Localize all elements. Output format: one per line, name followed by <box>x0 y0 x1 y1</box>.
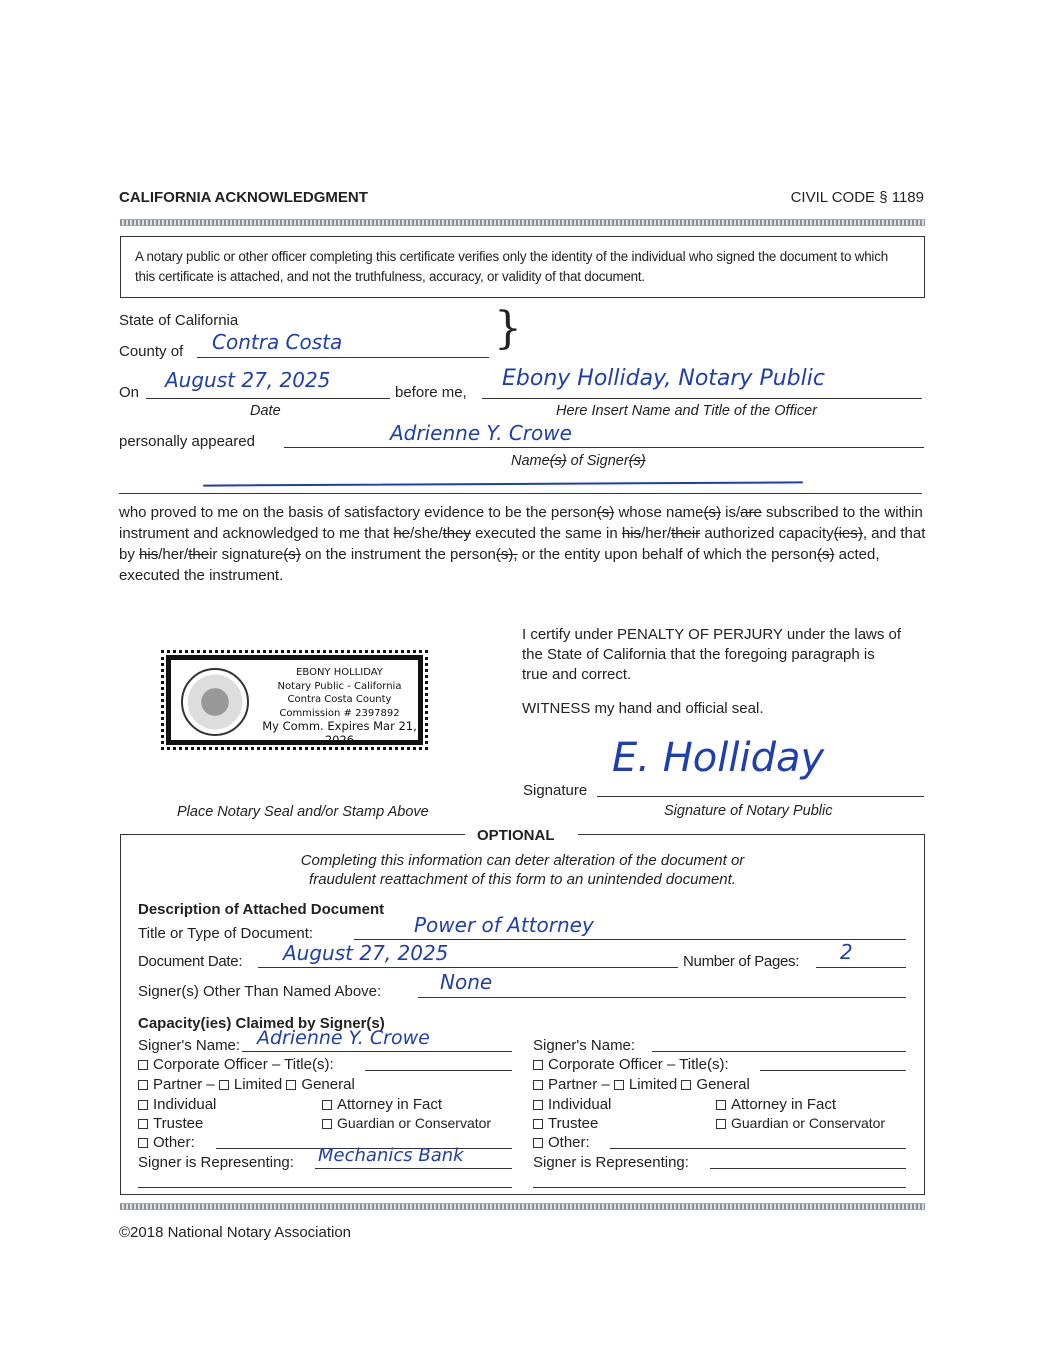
checkbox[interactable] <box>614 1080 624 1090</box>
right-corporate-officer[interactable]: Corporate Officer – Title(s): <box>533 1056 729 1073</box>
left-representing-value[interactable]: Mechanics Bank <box>318 1145 464 1166</box>
left-title-line <box>365 1070 512 1071</box>
signature-caption: Signature of Notary Public <box>664 803 833 819</box>
left-representing-label: Signer is Representing: <box>138 1154 294 1171</box>
witness-text: WITNESS my hand and official seal. <box>522 700 764 717</box>
acknowledgment-paragraph: who proved to me on the basis of satisfactory evidence to be the person(s) whose name(s) is/are subscribed to the within instrument and acknowledged to me that he/she/they executed the same in his/her/their authorized capacity(ies), and that by his/her/their signature(s) on the instrument the person(s), or the entity upon behalf of which the person(s) acted, executed the instrument. <box>119 504 926 584</box>
checkbox[interactable] <box>716 1119 726 1129</box>
right-other[interactable]: Other: <box>533 1134 590 1151</box>
right-individual[interactable]: Individual <box>533 1096 611 1113</box>
left-signer-name-line <box>242 1051 512 1052</box>
certify-text: I certify under PENALTY OF PERJURY under the laws of the State of California that the foregoing paragraph is true and correct. <box>522 626 902 683</box>
right-representing-label: Signer is Representing: <box>533 1154 689 1171</box>
checkbox[interactable] <box>138 1080 148 1090</box>
date-line <box>146 398 390 399</box>
notice-box: A notary public or other officer completing this certificate verifies only the identity of the individual who signed the document to which this certificate is attached, and not the truthfulness, accuracy, or validity of that document. <box>120 236 925 298</box>
optional-intro-2: fraudulent reattachment of this form to an unintended document. <box>309 871 736 888</box>
checkbox[interactable] <box>322 1100 332 1110</box>
other-signers-line <box>418 997 906 998</box>
checkbox[interactable] <box>533 1060 543 1070</box>
brace: } <box>494 303 522 354</box>
left-individual[interactable]: Individual <box>138 1096 216 1113</box>
extra-signer-line <box>119 493 922 494</box>
title-line <box>354 939 906 940</box>
right-representing-line[interactable] <box>710 1168 906 1169</box>
right-partner[interactable]: Partner – Limited General <box>533 1076 750 1093</box>
other-signers-label: Signer(s) Other Than Named Above: <box>138 983 382 1000</box>
pages-line <box>816 967 906 968</box>
date-caption: Date <box>250 403 281 419</box>
left-corporate-officer[interactable]: Corporate Officer – Title(s): <box>138 1056 334 1073</box>
checkbox[interactable] <box>138 1100 148 1110</box>
left-other[interactable]: Other: <box>138 1134 195 1151</box>
state-label: State of California <box>119 312 239 329</box>
decorative-border-bottom <box>120 1203 925 1210</box>
signer-caption: Name(s) of Signer(s) <box>511 453 646 469</box>
right-attorney[interactable]: Attorney in Fact <box>716 1096 836 1113</box>
officer-caption: Here Insert Name and Title of the Officer <box>556 403 817 419</box>
civil-code: CIVIL CODE § 1189 <box>790 189 924 206</box>
optional-heading: OPTIONAL <box>477 827 555 844</box>
checkbox[interactable] <box>681 1080 691 1090</box>
right-extra-line <box>533 1187 906 1188</box>
document-title-value[interactable]: Power of Attorney <box>414 913 594 937</box>
county-label: County of <box>119 343 184 360</box>
county-line <box>197 357 489 358</box>
decorative-border <box>120 219 925 226</box>
checkbox[interactable] <box>533 1080 543 1090</box>
right-title-line[interactable] <box>760 1070 906 1071</box>
stamp-name: EBONY HOLLIDAY <box>296 667 383 678</box>
checkbox[interactable] <box>286 1080 296 1090</box>
optional-rule-right <box>578 834 925 835</box>
left-partner[interactable]: Partner – Limited General <box>138 1076 355 1093</box>
state-seal-icon <box>181 668 249 736</box>
signature-line <box>597 796 924 797</box>
checkbox[interactable] <box>533 1119 543 1129</box>
left-attorney[interactable]: Attorney in Fact <box>322 1096 442 1113</box>
signer-line <box>284 447 924 448</box>
optional-intro-1: Completing this information can deter alteration of the document or <box>300 852 745 869</box>
date-value[interactable]: August 27, 2025 <box>165 368 331 392</box>
officer-line <box>482 398 922 399</box>
left-extra-line <box>138 1187 512 1188</box>
stamp-caption: Place Notary Seal and/or Stamp Above <box>177 804 429 820</box>
right-signer-name-label: Signer's Name: <box>533 1037 636 1054</box>
checkbox[interactable] <box>138 1119 148 1129</box>
signature-label: Signature <box>523 782 588 799</box>
optional-rule-left <box>120 834 465 835</box>
left-signer-name-value[interactable]: Adrienne Y. Crowe <box>257 1027 430 1049</box>
county-value[interactable]: Contra Costa <box>212 330 343 354</box>
notary-stamp <box>166 655 423 745</box>
strike-line <box>203 481 803 486</box>
notary-signature[interactable]: E. Holliday <box>612 735 825 781</box>
stamp-commission: Commission # 2397892 <box>279 707 400 719</box>
checkbox[interactable] <box>138 1060 148 1070</box>
checkbox[interactable] <box>322 1119 332 1129</box>
before-me-label: before me, <box>395 384 467 401</box>
stamp-title: Notary Public - California <box>277 680 402 692</box>
copyright: ©2018 National Notary Association <box>119 1224 352 1241</box>
document-date-value[interactable]: August 27, 2025 <box>283 941 449 965</box>
capacity-heading: Capacity(ies) Claimed by Signer(s) <box>138 1015 385 1032</box>
title-label: Title or Type of Document: <box>138 925 314 942</box>
left-signer-name-label: Signer's Name: <box>138 1037 241 1054</box>
right-other-line[interactable] <box>610 1148 906 1149</box>
right-trustee[interactable]: Trustee <box>533 1115 598 1132</box>
checkbox[interactable] <box>219 1080 229 1090</box>
checkbox[interactable] <box>533 1138 543 1148</box>
signer-value[interactable]: Adrienne Y. Crowe <box>390 421 572 445</box>
description-heading: Description of Attached Document <box>138 901 385 918</box>
pages-label: Number of Pages: <box>683 953 800 970</box>
left-guardian[interactable]: Guardian or Conservator <box>322 1115 491 1131</box>
pages-value[interactable]: 2 <box>840 940 853 964</box>
document-date-line <box>258 967 678 968</box>
checkbox[interactable] <box>138 1138 148 1148</box>
appeared-label: personally appeared <box>119 433 255 450</box>
other-signers-value[interactable]: None <box>440 970 493 994</box>
left-representing-line <box>315 1168 512 1169</box>
checkbox[interactable] <box>533 1100 543 1110</box>
stamp-county: Contra Costa County <box>287 694 392 705</box>
document-date-label: Document Date: <box>138 953 243 970</box>
checkbox[interactable] <box>716 1100 726 1110</box>
officer-value[interactable]: Ebony Holliday, Notary Public <box>502 366 825 391</box>
on-label: On <box>119 384 140 401</box>
form-title: CALIFORNIA ACKNOWLEDGMENT <box>119 189 368 206</box>
stamp-expires: My Comm. Expires Mar 21, 2026 <box>262 719 417 747</box>
left-trustee[interactable]: Trustee <box>138 1115 203 1132</box>
right-guardian[interactable]: Guardian or Conservator <box>716 1115 885 1131</box>
right-signer-name-line[interactable] <box>652 1051 906 1052</box>
